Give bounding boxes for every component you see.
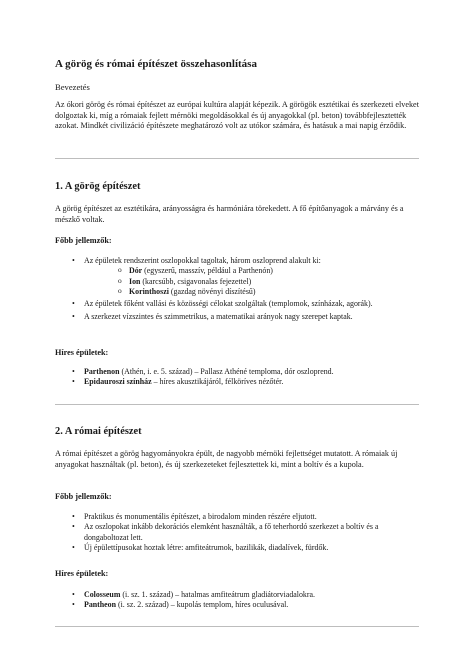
list-item: [84, 266, 422, 276]
order-desc: (gazdag növényi díszítésű): [168, 287, 256, 297]
building-desc: (i. sz. 1. század) – hatalmas amfiteátrum gladiátorviadalokra.: [120, 590, 315, 599]
list-item-text: A szerkezet vízszintes és szimmetrikus, a matematikai arányok nagy szerepet kaptak.: [84, 312, 353, 322]
list-item: [55, 600, 422, 610]
list-item: [55, 367, 422, 377]
order-desc: (egyszerű, masszív, például a Parthenón): [142, 266, 273, 276]
building-name: Pantheon: [84, 600, 117, 610]
roman-heading: 2. A római építészet: [55, 426, 142, 437]
list-item-text: Az épületek rendszerint oszlopokkal tagoltak, három oszloprend alakult ki:: [84, 256, 321, 265]
order-name: Dór: [129, 266, 143, 276]
greek-paragraph: A görög építészet az esztétikára, arányosságra és harmóniára törekedett. A fő építőanyagok a márvány és a mészkő voltak.: [55, 204, 404, 224]
roman-famous-label: Híres épületek:: [55, 569, 109, 578]
list-item: [84, 277, 422, 287]
list-item: [55, 590, 422, 600]
greek-features-list: [55, 256, 422, 322]
building-name: Epidauroszi színház: [84, 377, 152, 387]
list-item: [55, 312, 422, 322]
section-divider: [55, 158, 419, 159]
list-item: [55, 522, 422, 543]
list-item: [55, 377, 422, 387]
roman-features-label: Főbb jellemzők:: [55, 492, 112, 501]
roman-famous-list: [55, 590, 422, 611]
list-item: [55, 543, 422, 553]
list-item: [55, 299, 422, 309]
intro-paragraph: Az ókori görög és római építészet az európai kultúra alapját képezik. A görögök esztétikai és szerkezeti elveket dolgoztak ki, míg a rómaiak fejlett mérnöki megoldásokkal és új anyagokkal (pl. beton) továbbfejlesztették azokat. Mindkét civilizáció építészete meghatározó volt az utókor számára, és hatásuk a mai napig érződik.: [55, 100, 419, 131]
order-desc: (karcsúbb, csigavonalas fejezettel): [140, 276, 252, 286]
order-name: Ion: [129, 276, 141, 286]
building-desc: (Athén, i. e. 5. század) – Pallasz Athéné temploma, dór oszloprend.: [119, 367, 334, 376]
intro-label: Bevezetés: [55, 82, 90, 92]
greek-heading: 1. A görög építészet: [55, 181, 141, 192]
column-orders-list: [84, 266, 422, 297]
building-name: Parthenon: [84, 367, 120, 376]
list-item: [84, 287, 422, 297]
roman-paragraph: A római építészet a görög hagyományokra épült, de nagyobb mérnöki fejlettséget mutatott. A rómaiak új anyagokat használtak (pl. beton), és új szerkezeteket fejlesztettek ki, mint a boltív és a kupola.: [55, 449, 398, 469]
greek-features-label: Főbb jellemzők:: [55, 236, 112, 245]
document-title: A görög és római építészet összehasonlítása: [55, 58, 257, 70]
roman-features-list: [55, 512, 422, 554]
list-item: [55, 512, 422, 522]
building-desc: – híres akusztikájáról, félköríves nézőtér.: [151, 377, 284, 387]
greek-famous-list: [55, 367, 422, 388]
section-divider: [55, 626, 419, 627]
section-divider: [55, 404, 419, 405]
building-desc: (i. sz. 2. század) – kupolás templom, híres oculusával.: [116, 600, 289, 610]
list-item-text: Új épülettípusokat hoztak létre: amfiteátrumok, bazilikák, diadalívek, fürdők.: [84, 543, 329, 553]
order-name: Korinthoszi: [129, 287, 169, 297]
list-item-text: Praktikus és monumentális építészet, a birodalom minden részére eljutott.: [84, 512, 317, 521]
greek-famous-label: Híres épületek:: [55, 348, 109, 357]
list-item-text: Az oszlopokat inkább dekorációs elemként használták, a fő teherhordó szerkezet a boltív és a dongaboltozat lett.: [84, 522, 379, 542]
list-item: [55, 256, 422, 298]
building-name: Colosseum: [84, 590, 121, 599]
list-item-text: Az épületek főként vallási és közösségi célokat szolgáltak (templomok, színházak, agorák).: [84, 298, 373, 308]
